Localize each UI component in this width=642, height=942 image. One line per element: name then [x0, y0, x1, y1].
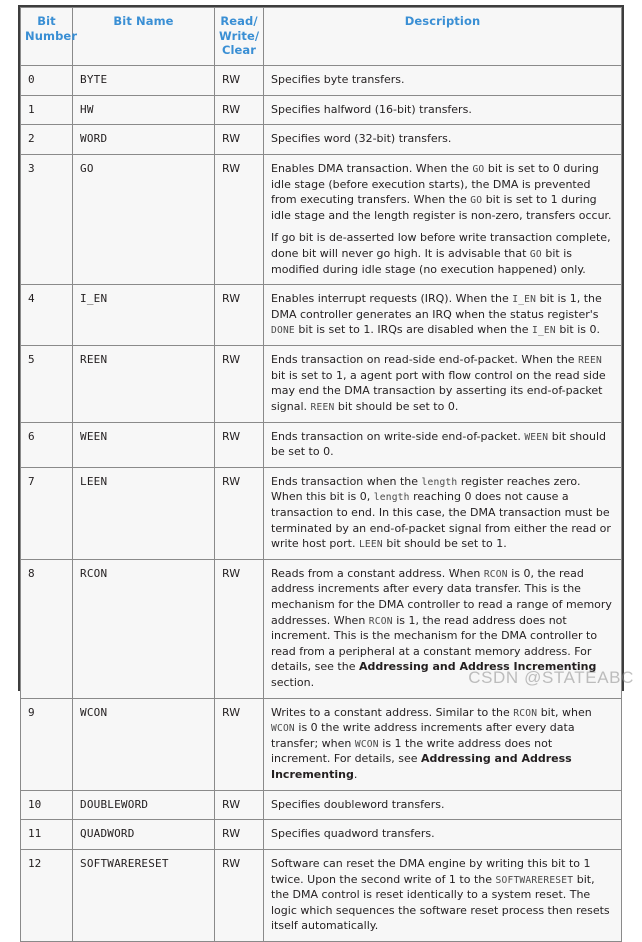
inline-code: SOFTWARERESET — [495, 874, 574, 886]
cell-description — [264, 95, 622, 125]
cell-bit-name: REEN — [73, 346, 215, 422]
cell-bit-name: SOFTWARERESET — [73, 849, 215, 941]
cell-bit-number: 9 — [21, 698, 73, 790]
cell-description — [264, 820, 622, 850]
watermark: CSDN @STATEABC — [468, 668, 634, 687]
cell-bit-number: 1 — [21, 95, 73, 125]
cell-bit-number: 10 — [21, 790, 73, 820]
cell-read-write-clear: RW — [215, 467, 264, 559]
inline-code: GO — [472, 163, 485, 175]
cell-bit-number: 6 — [21, 422, 73, 467]
cell-bit-number: 2 — [21, 125, 73, 155]
cell-bit-number: 5 — [21, 346, 73, 422]
cell-bit-name: DOUBLEWORD — [73, 790, 215, 820]
column-header-bit-number — [21, 8, 78, 66]
cell-bit-number: 11 — [21, 820, 73, 850]
cell-bit-number: 4 — [21, 285, 73, 346]
column-header-bit-number-line1: Bit — [37, 14, 56, 28]
section-reference: Addressing and Address Incrementing — [271, 752, 572, 782]
column-header-rwc-line1: Read/ — [220, 14, 258, 28]
cell-description — [264, 285, 622, 346]
description-paragraph: Enables DMA transaction. When the GO bit is set to 0 during idle stage (before execution starts), the DMA is prevented from executing transfers. When the GO bit is set to 1 during idle stage and the length register is non-zero, transfers occur. — [271, 161, 612, 222]
description-paragraph: Ends transaction on write-side end-of-packet. WEEN bit should be set to 0. — [271, 429, 607, 459]
cell-description — [264, 154, 622, 284]
inline-code: LEEN — [358, 539, 383, 551]
table-row — [21, 346, 622, 422]
cell-bit-number: 3 — [21, 154, 73, 284]
description-paragraph: If go bit is de-asserted low before write transaction complete, done bit will never go high. It is advisable that GO bit is modified during idle stage (no execution happened) only. — [271, 231, 611, 276]
description-paragraph: Specifies halfword (16-bit) transfers. — [271, 102, 472, 116]
cell-bit-name: WEEN — [73, 422, 215, 467]
inline-code: GO — [529, 249, 542, 261]
cell-bit-number: 0 — [21, 66, 73, 96]
cell-bit-name: GO — [73, 154, 215, 284]
description-paragraph: Enables interrupt requests (IRQ). When the I_EN bit is 1, the DMA controller generates an IRQ when the status register's DONE bit is set to 1. IRQs are disabled when the I_EN bit is 0. — [271, 292, 602, 337]
inline-code: RCON — [513, 707, 538, 719]
cell-read-write-clear: RW — [215, 95, 264, 125]
table-row — [21, 95, 622, 125]
cell-bit-name: RCON — [73, 559, 215, 698]
section-reference: Addressing and Address Incrementing — [358, 660, 597, 674]
column-header-bit-name: Bit Name — [73, 8, 215, 66]
table-row — [21, 820, 622, 850]
inline-code: REEN — [578, 355, 602, 367]
cell-bit-number: 12 — [21, 849, 73, 941]
description-paragraph: Specifies word (32-bit) transfers. — [271, 132, 452, 146]
register-bit-table-container — [18, 5, 624, 933]
cell-description — [264, 559, 622, 698]
cell-read-write-clear: RW — [215, 849, 264, 941]
column-header-bit-number-line2: Number — [25, 28, 78, 43]
cell-bit-name: HW — [73, 95, 215, 125]
cell-description — [264, 849, 622, 941]
cell-read-write-clear: RW — [215, 698, 264, 790]
cell-bit-name: QUADWORD — [73, 820, 215, 850]
cell-description — [264, 125, 622, 155]
table-row — [21, 285, 622, 346]
cell-read-write-clear: RW — [215, 820, 264, 850]
cell-description — [264, 346, 622, 422]
cell-read-write-clear: RW — [215, 285, 264, 346]
inline-code: REEN — [310, 401, 335, 413]
table-row — [21, 790, 622, 820]
inline-code: WCON — [271, 723, 295, 735]
inline-code: RCON — [483, 568, 508, 580]
description-paragraph: Ends transaction on read-side end-of-packet. When the REEN bit is set to 1, a agent port with flow control on the read side may end the DMA transaction by asserting its end-of-packet signal. REEN bit should be set to 0. — [271, 353, 606, 413]
table-row — [21, 154, 622, 284]
cell-read-write-clear: RW — [215, 346, 264, 422]
description-paragraph: Writes to a constant address. Similar to the RCON bit, when WCON is 0 the write address increments after every data transfer; when WCON is 1 the write address does not increment. For details, see Addressing and Address Incrementing. — [271, 705, 592, 782]
cell-description — [264, 422, 622, 467]
cell-read-write-clear: RW — [215, 559, 264, 698]
description-paragraph: Ends transaction when the length register reaches zero. When this bit is 0, length reaching 0 does not cause a transaction to end. In this case, the DMA transaction must be terminated by an end-of-packet signal from either the read or write host port. LEEN bit should be set to 1. — [271, 474, 611, 551]
description-paragraph: Software can reset the DMA engine by writing this bit to 1 twice. Upon the second write of 1 to the SOFTWARERESET bit, the DMA control is reset identically to a system reset. The logic which sequences the software reset process then resets itself automatically. — [271, 856, 610, 933]
column-header-rwc-line2: Write/ — [219, 28, 260, 43]
cell-description — [264, 467, 622, 559]
table-row — [21, 467, 622, 559]
column-header-description: Description — [264, 8, 622, 66]
table-row — [21, 849, 622, 941]
cell-bit-name: WCON — [73, 698, 215, 790]
cell-read-write-clear: RW — [215, 422, 264, 467]
cell-bit-name: LEEN — [73, 467, 215, 559]
table-row — [21, 66, 622, 96]
table-row — [21, 125, 622, 155]
column-header-rwc-line3: Clear — [221, 43, 257, 58]
description-paragraph: Specifies quadword transfers. — [271, 827, 435, 841]
column-header-read-write-clear — [215, 8, 264, 66]
inline-code: RCON — [368, 615, 393, 627]
register-bit-table — [20, 7, 622, 942]
table-header — [21, 8, 622, 66]
table-body — [21, 66, 622, 942]
cell-description — [264, 790, 622, 820]
description-paragraph: Specifies doubleword transfers. — [271, 797, 445, 811]
cell-description — [264, 66, 622, 96]
cell-read-write-clear: RW — [215, 125, 264, 155]
description-paragraph: Reads from a constant address. When RCON is 0, the read address increments after every data transfer. This is the mechanism for the DMA controller to read a range of memory addresses. When RCON is 1, the read address does not increment. This is the mechanism for the DMA controller to read from a peripheral at a constant memory address. For details, see the Addressing and Address Incrementing section. — [271, 566, 612, 690]
cell-read-write-clear: RW — [215, 790, 264, 820]
table-row — [21, 422, 622, 467]
inline-code: I_EN — [512, 294, 537, 306]
table-header-row — [21, 8, 622, 66]
inline-code: WCON — [354, 738, 379, 750]
inline-code: I_EN — [531, 325, 556, 337]
table-row — [21, 559, 622, 698]
description-paragraph: Specifies byte transfers. — [271, 73, 405, 87]
inline-code: WEEN — [524, 431, 549, 443]
inline-code: length — [421, 476, 458, 488]
inline-code: length — [373, 492, 410, 504]
cell-bit-name: WORD — [73, 125, 215, 155]
inline-code: GO — [470, 195, 483, 207]
cell-description — [264, 698, 622, 790]
inline-code: DONE — [271, 325, 295, 337]
cell-read-write-clear: RW — [215, 154, 264, 284]
cell-bit-number: 7 — [21, 467, 73, 559]
table-row — [21, 698, 622, 790]
cell-bit-number: 8 — [21, 559, 73, 698]
cell-read-write-clear: RW — [215, 66, 264, 96]
cell-bit-name: BYTE — [73, 66, 215, 96]
cell-bit-name: I_EN — [73, 285, 215, 346]
